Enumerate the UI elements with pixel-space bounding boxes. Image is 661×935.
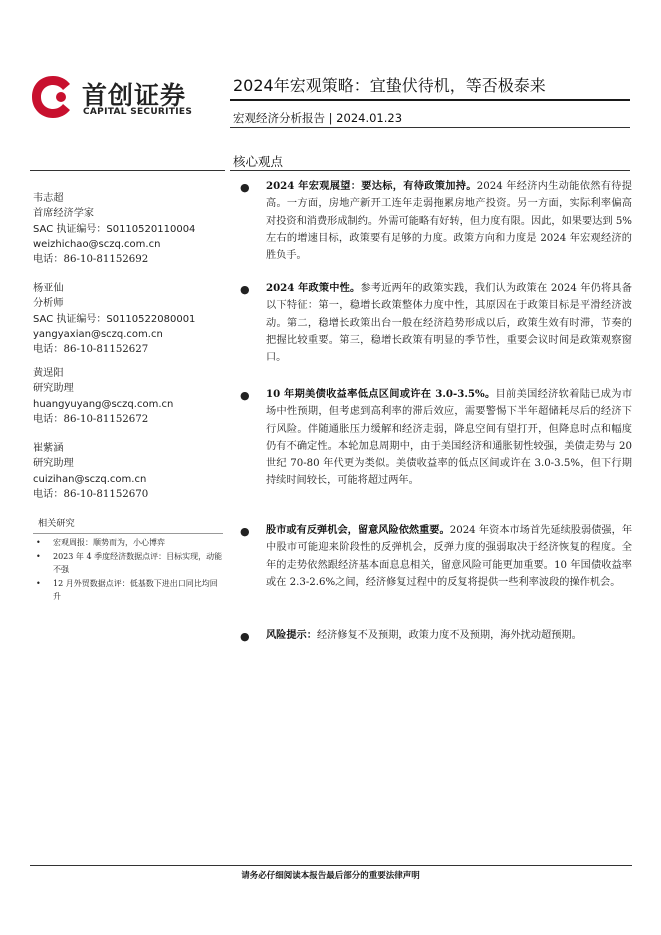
key-point [240, 627, 632, 644]
key-point-text: 2024 年资本市场首先延续股弱债强，年中股市可能迎来阶段性的反弹机会，反弹力度的强弱取决于经济恢复的程度。全年的走势依然跟经济基本面息息相关，留意风险可能更加重要。10 年国债收益率或在 2.3-2.6%之间，经济修复过程中的反复将提供一些利率波段的操作机会。 [266, 525, 633, 588]
analyst-card [33, 441, 148, 502]
footer-divider [30, 865, 632, 866]
capital-securities-logo-icon [30, 74, 76, 120]
key-point-text: 经济修复不及预期，政策力度不及预期，海外扰动超预期。 [316, 630, 582, 641]
report-title: 2024年宏观策略：宜蛰伏待机，等否极泰来 [233, 76, 546, 95]
bullet-icon: ● [240, 283, 250, 296]
related-item[interactable]: • 2023 年 4 季度经济数据点评：目标实现，动能不强 [33, 550, 223, 577]
key-point-lead: 股市或有反弹机会，留意风险依然重要。 [266, 524, 450, 536]
section-title: 核心观点 [233, 154, 284, 169]
analyst-email[interactable]: weizhichao@sczq.com.cn [33, 238, 161, 250]
sidebar-divider [30, 170, 225, 171]
key-point [240, 386, 633, 490]
report-subtitle: 宏观经济分析报告 | 2024.01.23 [233, 111, 403, 125]
key-point-text: 2024 年经济内生动能依然有待提高。一方面，房地产新开工连年走弱拖累房地产投资。另一方面，实际利率偏高对投资和消费形成制约。外需可能略有好转，但力度有限。因此，如果要达到 5%左右的增速目标，政策要有足够的力度。政策方向和力度是 2024 年宏观经济的胜负手。 [266, 181, 632, 262]
bullet-icon: ● [240, 630, 250, 643]
legal-disclaimer-footer: 请务必仔细阅读本报告最后部分的重要法律声明 [241, 871, 420, 881]
key-point-text: 参考近两年的政策实践，我们认为政策在 2024 年仍将具备以下特征：第一，稳增长政策整体力度中性，其原因在于政策目标是平滑经济波动。第二，稳增长政策出台一般在经济趋势形成以后，政策生效有时滞，节奏的把握比较重要。第三，稳增长政策有明显的季节性，重要会议时间是政策观察窗口。 [266, 283, 632, 364]
key-point [240, 522, 633, 591]
logo-name-en: CAPITAL SECURITIES [83, 107, 193, 117]
analyst-card [33, 281, 195, 357]
bullet-icon: ● [240, 181, 250, 194]
related-item[interactable]: • 12 月外贸数据点评：低基数下进出口同比均回升 [33, 577, 223, 604]
analyst-email[interactable]: yangyaxian@sczq.com.cn [33, 328, 163, 340]
key-point-lead: 10 年期美债收益率低点区间或许在 3.0-3.5%。 [266, 388, 496, 400]
analyst-card [33, 366, 173, 427]
analyst-name: 杨亚仙 [33, 283, 64, 294]
analyst-role: 首席经济学家 [33, 208, 95, 220]
analyst-role: 研究助理 [33, 383, 74, 395]
analyst-sac: SAC 执证编号：S0110522080001 [33, 313, 196, 325]
analyst-email[interactable]: huangyuyang@sczq.com.cn [33, 398, 174, 410]
company-logo [30, 74, 212, 124]
analyst-phone: 电话：86-10-81152692 [33, 254, 149, 266]
analyst-phone: 电话：86-10-81152670 [33, 488, 149, 500]
analyst-name: 崔紫涵 [33, 443, 64, 454]
bullet-icon: ● [240, 389, 250, 402]
title-divider [230, 99, 630, 101]
related-research [33, 515, 223, 604]
key-point [240, 280, 632, 366]
key-point-lead: 2024 年政策中性。 [266, 282, 361, 294]
analyst-sac: SAC 执证编号：S0110520110004 [33, 223, 196, 235]
logo-name-cn: 首创证券 [82, 81, 187, 110]
key-point-lead: 风险提示： [266, 629, 317, 641]
analyst-email[interactable]: cuizihan@sczq.com.cn [33, 473, 147, 485]
bullet-icon: ● [240, 525, 250, 538]
subtitle-divider [230, 127, 630, 128]
key-point [240, 178, 632, 264]
analyst-role: 研究助理 [33, 458, 74, 470]
analyst-role: 分析师 [33, 298, 64, 310]
analyst-phone: 电话：86-10-81152627 [33, 344, 149, 356]
analyst-name: 韦志超 [33, 193, 64, 204]
key-point-lead: 2024 年宏观展望：要达标，有待政策加持。 [266, 180, 477, 192]
section-divider [230, 170, 630, 171]
analyst-name: 黄逞阳 [33, 368, 64, 379]
related-divider [33, 533, 223, 534]
analyst-card [33, 191, 195, 267]
key-point-text: 目前美国经济软着陆已成为市场中性预期，但考虑到高利率的滞后效应，需要警惕下半年超储耗尽后的经济下行风险。伴随通胀压力缓解和经济走弱，降息空间有望打开，但降息时点和幅度仍有不确定性。本轮加息周期中，由于美国经济和通胀韧性较强，美债走势与 20 世纪 70-80 年代更为类似。美债收益率的低点区间或许在 3.0-3.5%，但下行期持续时间较长，可能将超过两年。 [266, 389, 633, 487]
related-research-heading: 相关研究 [38, 518, 75, 529]
related-item[interactable]: • 宏观周报：顺势而为，小心博弈 [33, 536, 223, 550]
analyst-phone: 电话：86-10-81152672 [33, 413, 149, 425]
